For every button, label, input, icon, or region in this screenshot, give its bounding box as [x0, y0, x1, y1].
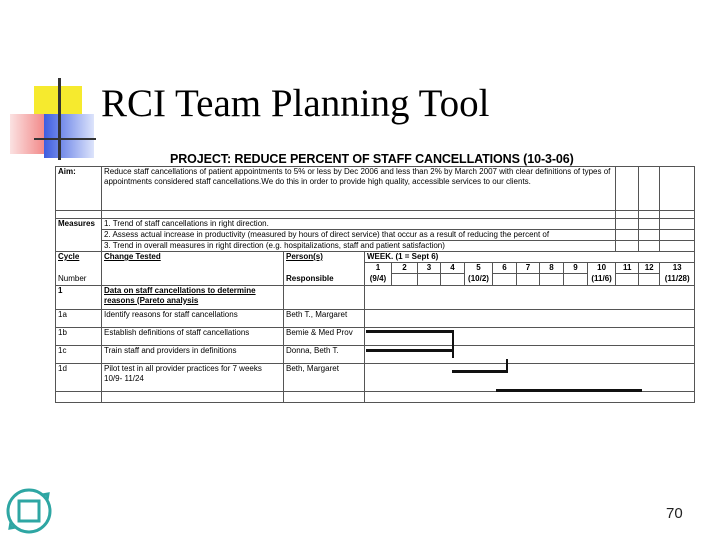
table-row: [56, 310, 695, 328]
header-responsible: Responsible: [284, 274, 365, 286]
week-date-row: [56, 274, 695, 286]
timeline-bar-1a: [366, 330, 454, 333]
change-tested: Data on staff cancellations to determine reasons (Pareto analysis: [102, 286, 284, 310]
timeline-bar-1d: [496, 389, 642, 392]
measure-item: 1. Trend of staff cancellations in right direction.: [102, 219, 616, 230]
week-number: 1: [365, 263, 392, 274]
week-number-row: [56, 263, 695, 274]
deco-horizontal-line: [34, 138, 96, 140]
measures-row: [56, 219, 695, 230]
aim-label: Aim:: [56, 167, 102, 211]
person-responsible: Beth T., Margaret: [284, 310, 365, 328]
aim-row: [56, 167, 695, 211]
table-row: [56, 286, 695, 310]
week-date: (11/6): [588, 274, 616, 286]
week-date: (9/4): [365, 274, 392, 286]
timeline-bar-1c: [452, 370, 508, 373]
deco-vertical-line: [58, 78, 61, 160]
week-number: 9: [564, 263, 588, 274]
person-responsible: Beth, Margaret: [284, 364, 365, 392]
week-label-row: [56, 252, 695, 263]
timeline-bar-end-tick: [452, 330, 454, 358]
week-number: 2: [392, 263, 418, 274]
week-number: 3: [418, 263, 441, 274]
week-number: 11: [616, 263, 639, 274]
change-tested: Train staff and providers in definitions: [102, 346, 284, 364]
cycle-number: 1c: [56, 346, 102, 364]
person-responsible: Bemie & Med Prov: [284, 328, 365, 346]
cycle-number: 1b: [56, 328, 102, 346]
table-row: [56, 364, 695, 392]
header-week-label: WEEK. (1 = Sept 6): [365, 252, 695, 263]
slide-navigation-icon[interactable]: [4, 486, 54, 536]
change-tested: Identify reasons for staff cancellations: [102, 310, 284, 328]
page-number: 70: [666, 505, 683, 522]
week-number: 4: [441, 263, 465, 274]
week-number: 13: [660, 263, 695, 274]
timeline-bar-1c-tick: [506, 359, 508, 373]
project-title: PROJECT: REDUCE PERCENT OF STAFF CANCELLATIONS (10-3-06): [170, 152, 574, 166]
measure-item: 3. Trend in overall measures in right direction (e.g. hospitalizations, staff and patient satisfaction): [102, 241, 616, 252]
week-number: 10: [588, 263, 616, 274]
aim-text: Reduce staff cancellations of patient appointments to 5% or less by Dec 2006 and less than 2% by March 2007 with clear definitions of types of appointments considered staff cancellations.We do this in order to provide high quality, accessible services to our clients.: [102, 167, 616, 211]
week-date: (10/2): [465, 274, 493, 286]
cycle-number: 1d: [56, 364, 102, 392]
change-tested: Establish definitions of staff cancellations: [102, 328, 284, 346]
week-number: 5: [465, 263, 493, 274]
slide-title: RCI Team Planning Tool: [101, 82, 490, 125]
cycle-number: 1a: [56, 310, 102, 328]
header-change: Change Tested: [102, 252, 284, 263]
person-responsible: [284, 286, 365, 310]
deco-blue-square: [44, 114, 94, 158]
cycle-number: 1: [56, 286, 102, 310]
week-number: 8: [540, 263, 564, 274]
change-tested: Pilot test in all provider practices for 7 weeks 10/9- 11/24: [102, 364, 284, 392]
measure-item: 2. Assess actual increase in productivity (measured by hours of direct service) that occur as a result of reducing the percent of: [102, 230, 616, 241]
timeline-bar-1b: [366, 349, 454, 352]
header-number: Number: [56, 274, 102, 286]
planning-table: [55, 166, 695, 403]
week-number: 7: [517, 263, 540, 274]
measures-label: Measures: [56, 219, 102, 252]
week-number: 6: [493, 263, 517, 274]
week-number: 12: [639, 263, 660, 274]
person-responsible: Donna, Beth T.: [284, 346, 365, 364]
week-date: (11/28): [660, 274, 695, 286]
header-cycle: Cycle: [56, 252, 102, 263]
header-person: Person(s): [284, 252, 365, 263]
